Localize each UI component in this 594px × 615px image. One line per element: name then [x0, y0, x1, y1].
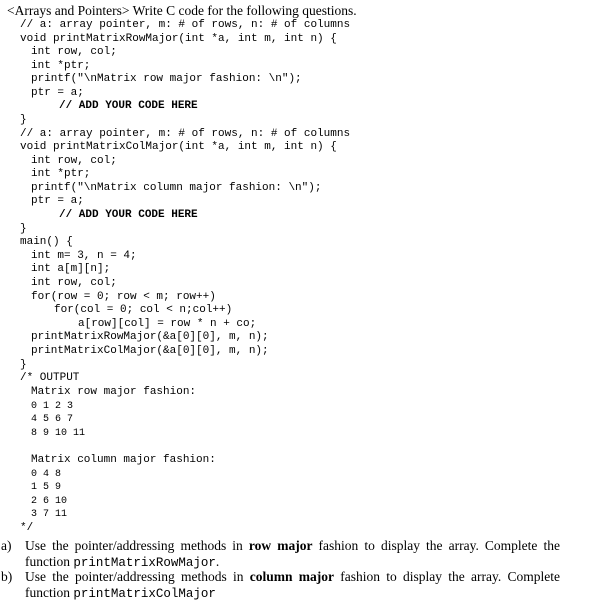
code-line: ptr = a;: [31, 87, 84, 99]
code-line: }: [20, 114, 27, 126]
emphasis: row major: [248, 538, 313, 553]
code-comment: // ADD YOUR CODE HERE: [59, 100, 198, 112]
function-name: printMatrixColMajor: [73, 586, 216, 601]
code-line: int *ptr;: [31, 168, 91, 180]
question-label: a): [1, 538, 12, 553]
code-line: // a: array pointer, m: # of rows, n: # of columns: [20, 128, 351, 140]
output-line: 1 5 9: [31, 482, 62, 493]
page-title: <Arrays and Pointers> Write C code for the following questions.: [7, 3, 357, 18]
code-line: printf("\nMatrix column major fashion: \n");: [31, 182, 322, 194]
code-line: main() {: [20, 236, 73, 248]
code-line: }: [20, 223, 27, 235]
code-line: printMatrixColMajor(&a[0][0], m, n);: [31, 345, 269, 357]
code-line: a[row][col] = row * n + co;: [78, 318, 257, 330]
code-comment: // ADD YOUR CODE HERE: [59, 209, 198, 221]
code-line: int row, col;: [31, 155, 117, 167]
function-name: printMatrixRowMajor: [73, 555, 216, 570]
code-line: /* OUTPUT: [20, 372, 80, 384]
question-text: Use the pointer/addressing methods in row major fashion to display the array. Complete the function printMatrixRowMajor.: [25, 538, 560, 570]
code-line: }: [20, 359, 27, 371]
code-line: int a[m][n];: [31, 263, 111, 275]
output-line: 3 7 11: [31, 509, 68, 520]
code-line: int m= 3, n = 4;: [31, 250, 137, 262]
code-line: int *ptr;: [31, 60, 91, 72]
question-label: b): [1, 569, 13, 584]
question-text: Use the pointer/addressing methods in column major fashion to display the array. Complete function printMatrixColMajor: [25, 569, 560, 601]
code-line: for(col = 0; col < n;col++): [54, 304, 233, 316]
code-line: printMatrixRowMajor(&a[0][0], m, n);: [31, 331, 269, 343]
code-line: int row, col;: [31, 277, 117, 289]
code-line: void printMatrixColMajor(int *a, int m, int n) {: [20, 141, 337, 153]
code-line: void printMatrixRowMajor(int *a, int m, int n) {: [20, 33, 337, 45]
output-line: Matrix row major fashion:: [31, 386, 197, 398]
output-line: 0 1 2 3: [31, 401, 74, 412]
code-line: printf("\nMatrix row major fashion: \n");: [31, 73, 302, 85]
output-line: 2 6 10: [31, 496, 68, 507]
output-line: Matrix column major fashion:: [31, 454, 216, 466]
emphasis: column major: [249, 569, 334, 584]
code-line: int row, col;: [31, 46, 117, 58]
code-line: // a: array pointer, m: # of rows, n: # of columns: [20, 19, 351, 31]
output-line: 8 9 10 11: [31, 428, 86, 439]
code-line: for(row = 0; row < m; row++): [31, 291, 216, 303]
output-line: 0 4 8: [31, 469, 62, 480]
output-line: 4 5 6 7: [31, 414, 74, 425]
code-line: */: [20, 522, 34, 534]
code-line: ptr = a;: [31, 195, 84, 207]
